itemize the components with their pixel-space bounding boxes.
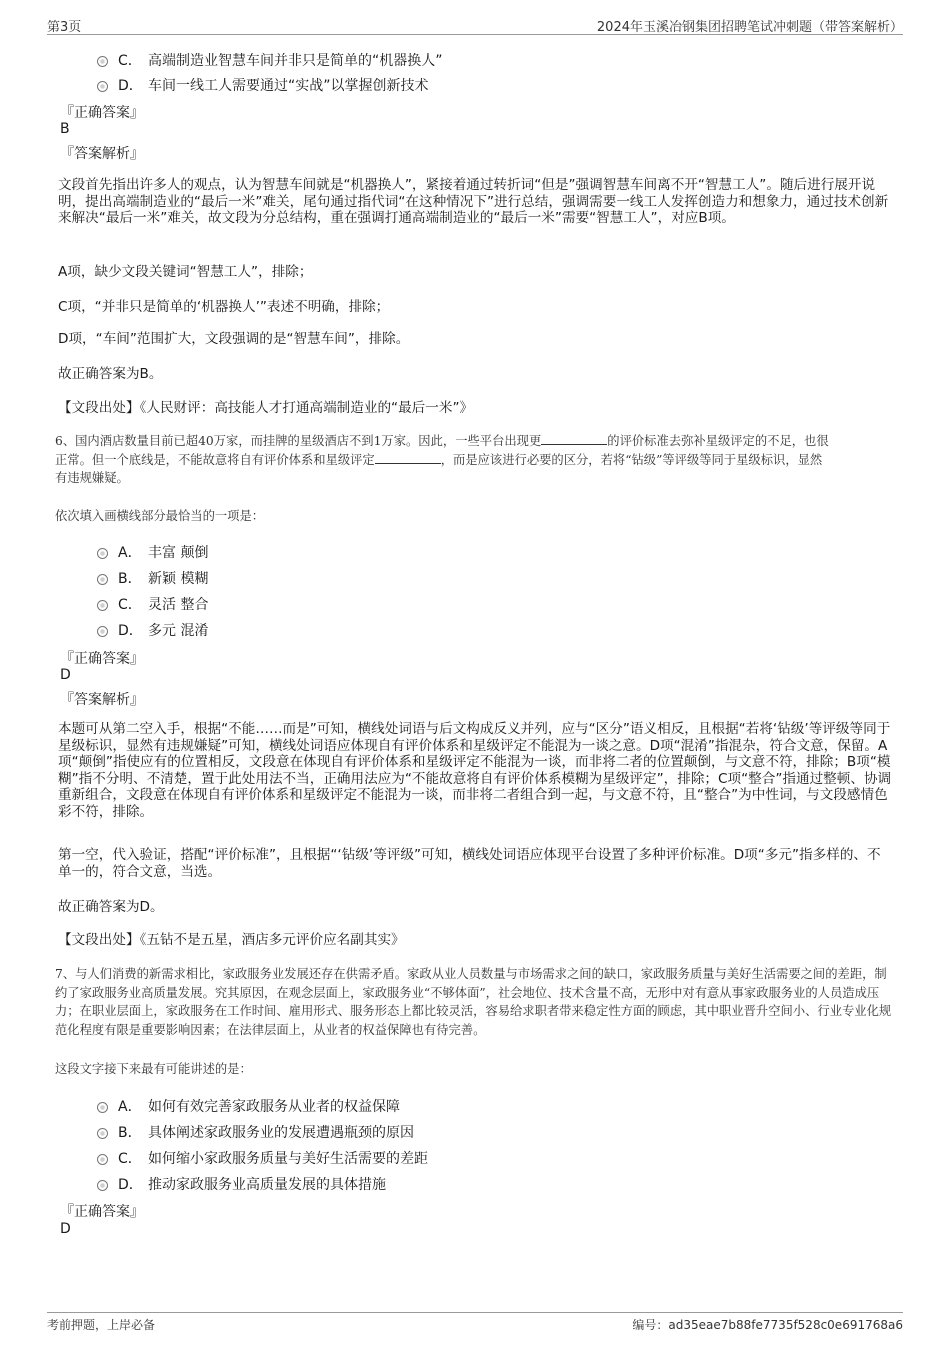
analysis-paragraph: 故正确答案为B。 [58, 366, 163, 382]
option-a[interactable]: A． 丰富 颠倒 [97, 542, 208, 562]
radio-icon[interactable] [97, 81, 108, 92]
analysis-label: 『答案解析』 [60, 692, 144, 708]
option-d[interactable]: D． 车间一线工人需要通过“实战”以掌握创新技术 [97, 75, 429, 95]
blank-line [541, 432, 607, 445]
document-code: 编号：ad35eae7b88fe7735f528c0e691768a6 [632, 1318, 903, 1332]
analysis-label: 『答案解析』 [60, 146, 144, 162]
blank-line [375, 451, 441, 464]
option-b[interactable]: B． 新颖 模糊 [97, 568, 208, 588]
radio-icon[interactable] [97, 626, 108, 637]
analysis-paragraph: 文段首先指出许多人的观点，认为智慧车间就是“机器换人”，紧接着通过转折词“但是”强调智慧车间离不开“智慧工人”。随后进行展开说明，提出高端制造业的“最后一米”难关，尾句通过指代词“在这种情况下”进行总结，强调需要一线工人发挥创造力和想象力，通过技术创新来解决“最后一米”难关，故文段为分总结构，重在强调打通高端制造业的“最后一米”需要“智慧工人”，对应B项。 [58, 177, 889, 226]
question-prompt: 这段文字接下来最有可能讲述的是： [55, 1062, 252, 1076]
radio-icon[interactable] [97, 1154, 108, 1165]
radio-icon[interactable] [97, 1180, 108, 1191]
answer-label: 『正确答案』 [60, 105, 144, 121]
question-stem: 7、与人们消费的新需求相比，家政服务业发展还存在供需矛盾。家政从业人员数量与市场需求之间的缺口，家政服务质量与美好生活需要之间的差距，制约了家政服务业高质量发展。究其原因，在观念层面上，家政服务业“不够体面”，社会地位、技术含量不高，无形中对有意从事家政服务业的人员造成压力；在职业层面上，家政服务在工作时间、雇用形式、服务形态上都比较灵活，容易给求职者带来稳定性方面的顾虑，其中职业晋升空间小、行业专业化规范化程度有限是重要影响因素；在法律层面上，从业者的权益保障也有待完善。 [55, 967, 892, 1037]
option-a[interactable]: A． 如何有效完善家政服务从业者的权益保障 [97, 1096, 400, 1116]
analysis-paragraph: A项，缺少文段关键词“智慧工人”，排除； [58, 264, 313, 280]
option-d[interactable]: D． 推动家政服务业高质量发展的具体措施 [97, 1174, 386, 1194]
option-c[interactable]: C． 高端制造业智慧车间并非只是简单的“机器换人” [97, 50, 443, 70]
question-prompt: 依次填入画横线部分最恰当的一项是： [55, 509, 265, 523]
page-header [47, 14, 903, 35]
answer-value: B [60, 121, 70, 137]
analysis-paragraph: C项，“并非只是简单的‘机器换人’”表述不明确，排除； [58, 299, 390, 315]
option-c[interactable]: C． 如何缩小家政服务质量与美好生活需要的差距 [97, 1148, 428, 1168]
radio-icon[interactable] [97, 548, 108, 559]
analysis-paragraph: 本题可从第二空入手，根据“不能……而是”可知，横线处词语与后文构成反义并列，应与“区分”语义相反，且根据“若将‘钻级’等评级等同于星级标识，显然有违规嫌疑”可知，横线处词语应体现自有评价体系和星级评定不能混为一谈之意。D项“混淆”指混杂，符合文意，保留。A项“颠倒”指使应有的位置相反，文段意在体现自有评价体系和星级评定不能混为一谈，而非将二者的位置颠倒，与文意不符，排除；B项“模糊”指不分明、不清楚，置于此处用法不当，正确用法应为“不能故意将自有评价体系模糊为星级评定”，排除；C项“整合”指通过整顿、协调重新组合，文段意在体现自有评价体系和星级评定不能混为一谈，而非将二者组合到一起，与文意不符，且“整合”为中性词，与文段感情色彩不符，排除。 [58, 721, 892, 820]
option-c[interactable]: C． 灵活 整合 [97, 594, 208, 614]
document-title: 2024年玉溪冶钢集团招聘笔试冲刺题（带答案解析） [596, 20, 903, 35]
analysis-paragraph: 第一空，代入验证，搭配“评价标准”，且根据“‘钻级’等评级”可知，横线处词语应体现平台设置了多种评价标准。D项“多元”指多样的、不单一的，符合文意，当选。 [58, 847, 881, 880]
analysis-paragraph: 故正确答案为D。 [58, 899, 164, 915]
question-stem: 6、国内酒店数量目前已超40万家，而挂牌的星级酒店不到1万家。因此，一些平台出现更 的评价标准去弥补星级评定的不足，也很 正常。但一个底线是，不能故意将自有评价体系和星级评定 ，而是应该进行必要的区分，若将“钻级”等评级等同于星级标识，显然 有违规嫌疑。 [55, 434, 829, 485]
answer-label: 『正确答案』 [60, 1204, 144, 1220]
option-d[interactable]: D． 多元 混淆 [97, 620, 208, 640]
answer-value: D [60, 667, 71, 683]
answer-label: 『正确答案』 [60, 651, 144, 667]
analysis-paragraph: D项，“车间”范围扩大，文段强调的是“智慧车间”，排除。 [58, 331, 410, 347]
page-footer [47, 1312, 903, 1337]
source-note: 【文段出处】《五钻不是五星，酒店多元评价应名副其实》 [58, 932, 405, 948]
source-note: 【文段出处】《人民财评：高技能人才打通高端制造业的“最后一米”》 [58, 400, 474, 416]
page-number: 第3页 [47, 20, 82, 35]
option-b[interactable]: B． 具体阐述家政服务业的发展遭遇瓶颈的原因 [97, 1122, 414, 1142]
answer-value: D [60, 1221, 71, 1237]
footer-slogan: 考前押题，上岸必备 [47, 1318, 156, 1332]
radio-icon[interactable] [97, 1128, 108, 1139]
radio-icon[interactable] [97, 600, 108, 611]
radio-icon[interactable] [97, 1102, 108, 1113]
radio-icon[interactable] [97, 56, 108, 67]
radio-icon[interactable] [97, 574, 108, 585]
